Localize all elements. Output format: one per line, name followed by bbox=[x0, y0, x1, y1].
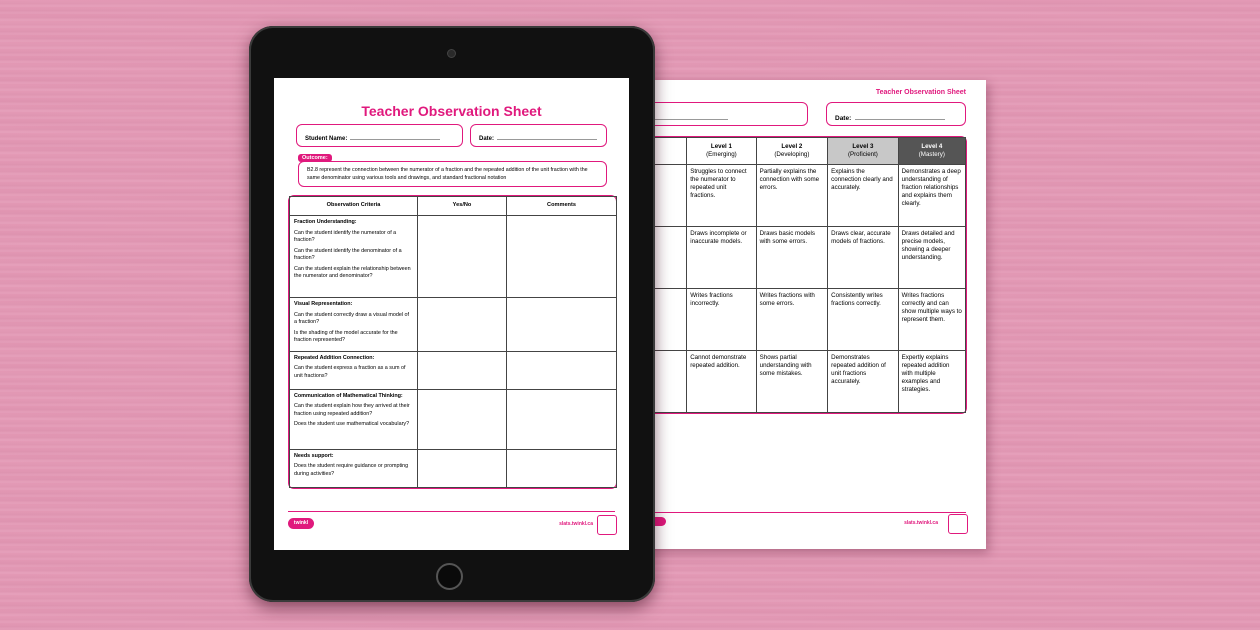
tablet-device bbox=[249, 26, 655, 602]
criteria-cell: Visual Representation: Can the student correctly draw a visual model of a fraction? Is the shading of the model accurate for the fraction represented? bbox=[290, 298, 418, 352]
comments-cell[interactable] bbox=[507, 449, 617, 487]
rubric-row: Draws incomplete or inaccurate models. Draws basic models with some errors. Draws clear, accurate models of fractions. Draws detailed and precise models, showing a deeper understanding. bbox=[582, 227, 966, 289]
date-field[interactable] bbox=[470, 124, 607, 147]
comments-cell[interactable] bbox=[507, 298, 617, 352]
yes-no-cell[interactable] bbox=[418, 351, 507, 389]
criteria-cell: Repeated Addition Connection: Can the student express a fraction as a sum of unit fractions? bbox=[290, 351, 418, 389]
yes-no-cell[interactable] bbox=[418, 449, 507, 487]
page-title: Teacher Observation Sheet bbox=[361, 103, 542, 119]
twinkl-logo-icon: twinkl bbox=[288, 518, 314, 529]
header-yes-no: Yes/No bbox=[418, 197, 507, 216]
rubric-header-level3: Level 3 (Proficient) bbox=[828, 138, 898, 165]
rubric-header-level2: Level 2 (Developing) bbox=[756, 138, 828, 165]
comments-cell[interactable] bbox=[507, 216, 617, 298]
table-row bbox=[290, 389, 617, 449]
back-twinkl-badge-icon bbox=[948, 514, 968, 534]
student-name-label: Student Name: bbox=[305, 136, 348, 142]
back-worksheet bbox=[600, 80, 986, 549]
table-row bbox=[290, 449, 617, 487]
camera-icon bbox=[447, 49, 456, 58]
rubric-row: Struggles to connect the numerator to repeated unit fractions. Partially explains the connection with some errors. Explains the connection clearly and accurately. Demonstrates a deep understanding of fraction relationships and explains them clearly. bbox=[582, 165, 966, 227]
back-footer-url: slats.twinkl.ca bbox=[904, 520, 938, 526]
footer-url: slats.twinkl.ca bbox=[559, 521, 593, 527]
date-label: Date: bbox=[479, 136, 495, 142]
criteria-cell: Communication of Mathematical Thinking: Can the student explain how they arrived at their fraction using repeated addition? Does the student use mathematical vocabulary? bbox=[290, 389, 418, 449]
outcome-text: B2.8 represent the connection between the numerator of a fraction and the repeated addition of the unit fraction with the same denominator using various tools and drawings, and standard fractional notation bbox=[298, 161, 607, 187]
student-name-field[interactable] bbox=[296, 124, 463, 147]
criteria-cell: Needs support: Does the student require guidance or prompting during activities? bbox=[290, 449, 418, 487]
back-date-label: Date: bbox=[835, 115, 852, 122]
outcome-tag: Outcome: bbox=[298, 154, 332, 162]
back-date-field bbox=[826, 102, 966, 126]
rubric-row: Writes fractions incorrectly. Writes fractions with some errors. Consistently writes fractions correctly. Writes fractions correctly and can show multiple ways to represent them. bbox=[582, 289, 966, 351]
comments-cell[interactable] bbox=[507, 389, 617, 449]
table-row bbox=[290, 216, 617, 298]
observation-table bbox=[288, 195, 617, 489]
home-button-icon[interactable] bbox=[436, 563, 463, 590]
header-comments: Comments bbox=[507, 197, 617, 216]
tablet-screen bbox=[274, 78, 629, 550]
header-observation-criteria: Observation Criteria bbox=[290, 197, 418, 216]
rubric-header-level4: Level 4 (Mastery) bbox=[898, 138, 965, 165]
twinkl-badge-icon bbox=[597, 515, 617, 535]
observation-header-row bbox=[290, 197, 617, 216]
footer-divider bbox=[288, 511, 615, 512]
back-sheet-title: Teacher Observation Sheet bbox=[875, 89, 966, 96]
rubric-row: Cannot demonstrate repeated addition. Shows partial understanding with some mistakes. Demonstrates repeated addition of unit fractions accurately. Expertly explains repeated addition with multiple examples and strategies. bbox=[582, 351, 966, 413]
rubric-header-level1: Level 1 (Emerging) bbox=[687, 138, 756, 165]
back-footer-divider bbox=[620, 512, 966, 513]
criteria-cell: Fraction Understanding: Can the student identify the numerator of a fraction? Can the student identify the denominator of a fraction? Can the student explain the relationship between the numerator and denominator? bbox=[290, 216, 418, 298]
yes-no-cell[interactable] bbox=[418, 216, 507, 298]
table-row bbox=[290, 298, 617, 352]
table-row bbox=[290, 351, 617, 389]
yes-no-cell[interactable] bbox=[418, 389, 507, 449]
comments-cell[interactable] bbox=[507, 351, 617, 389]
yes-no-cell[interactable] bbox=[418, 298, 507, 352]
